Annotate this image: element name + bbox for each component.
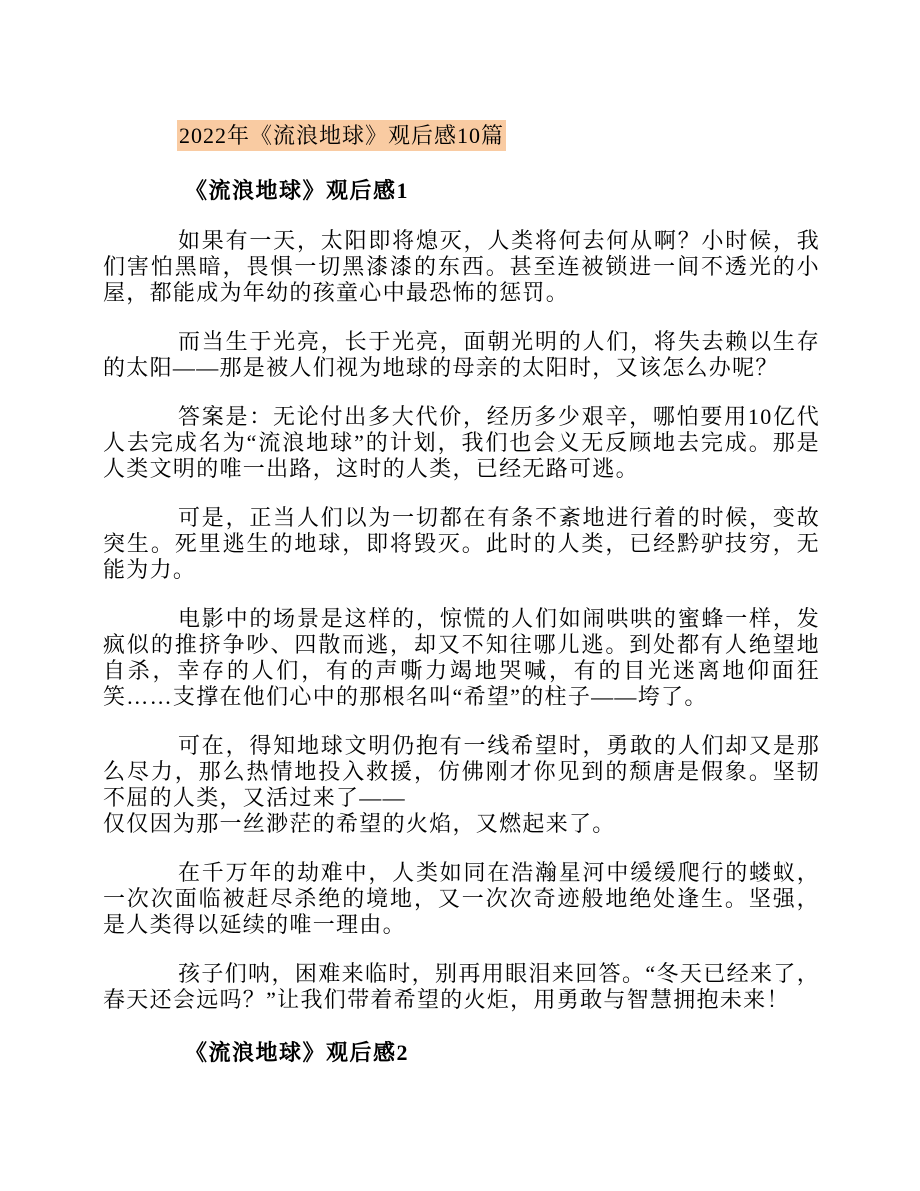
document-title-highlighted-text: 2022年《流浪地球》观后感10篇: [177, 120, 506, 151]
paragraph-6-continuation: 仅仅因为那一丝渺茫的希望的火焰，又燃起来了。: [103, 811, 616, 836]
paragraph-5: 电影中的场景是这样的，惊慌的人们如闹哄哄的蜜蜂一样，发疯似的推挤争吵、四散而逃，却又不知往哪儿逃。到处都有人绝望地自杀，幸存的人们，有的声嘶力竭地哭喊，有的目光迷离地仰面狂笑……支撑在他们心中的那根名叫“希望”的柱子——垮了。: [103, 606, 820, 709]
paragraph-1: 如果有一天，太阳即将熄灭，人类将何去何从啊？小时候，我们害怕黑暗，畏惧一切黑漆漆的东西。甚至连被锁进一间不透光的小屋，都能成为年幼的孩童心中最恐怖的惩罚。: [103, 228, 820, 305]
section-2-heading: 《流浪地球》观后感2: [185, 1040, 410, 1065]
paragraph-8: 孩子们呐，困难来临时，别再用眼泪来回答。“冬天已经来了，春天还会远吗？”让我们带着希望的火炬，用勇敢与智慧拥抱未来！: [103, 961, 820, 1012]
paragraph-7: 在千万年的劫难中，人类如同在浩瀚星河中缓缓爬行的蝼蚁，一次次面临被赶尽杀绝的境地，又一次次奇迹般地绝处逢生。坚强，是人类得以延续的唯一理由。: [103, 860, 820, 937]
paragraph-4: 可是，正当人们以为一切都在有条不紊地进行着的时候，变故突生。死里逃生的地球，即将毁灭。此时的人类，已经黔驴技穷，无能为力。: [103, 505, 820, 582]
section-1-heading: 《流浪地球》观后感1: [185, 178, 410, 203]
paragraph-2: 而当生于光亮，长于光亮，面朝光明的人们，将失去赖以生存的太阳——那是被人们视为地球的母亲的太阳时，又该怎么办呢？: [103, 329, 820, 380]
paragraph-3: 答案是：无论付出多大代价，经历多少艰辛，哪怕要用10亿代人去完成名为“流浪地球”的计划，我们也会义无反顾地去完成。那是人类文明的唯一出路，这时的人类，已经无路可逃。: [103, 404, 820, 481]
paragraph-6: 可在，得知地球文明仍抱有一线希望时，勇敢的人们却又是那么尽力，那么热情地投入救援，仿佛刚才你见到的颓唐是假象。坚韧不屈的人类，又活过来了——: [103, 733, 820, 810]
document-title: [177, 121, 820, 151]
